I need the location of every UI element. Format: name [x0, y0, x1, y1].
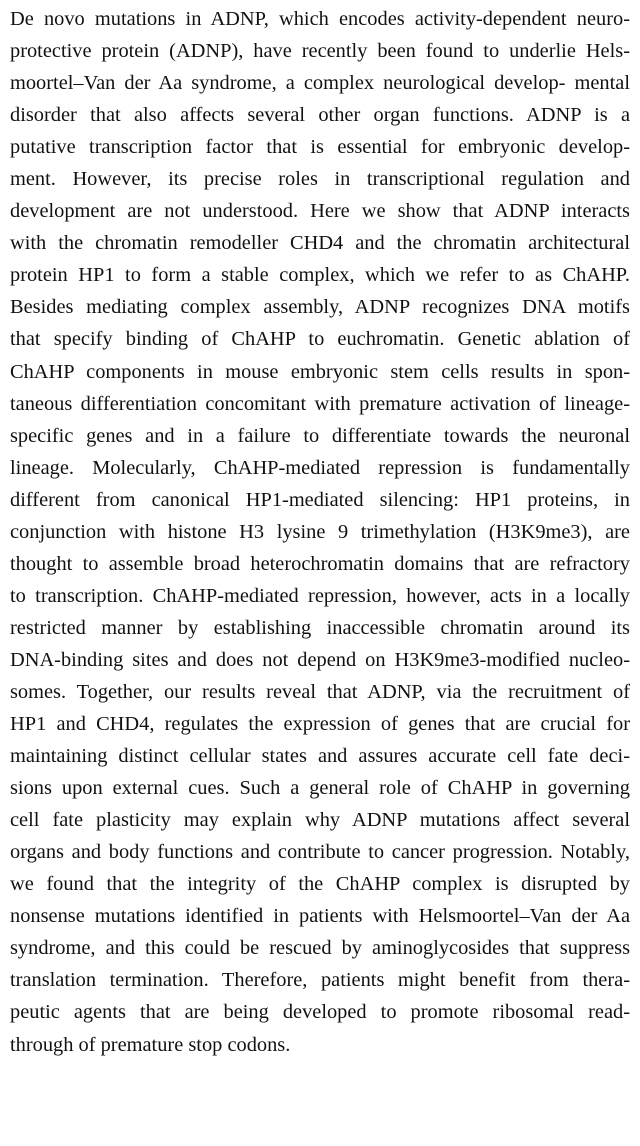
text-line: we found that the integrity of the ChAHP complex is disrupted by [10, 873, 630, 896]
text-line: translation termination. Therefore, patients might benefit from thera- [10, 969, 630, 992]
text-line: conjunction with histone H3 lysine 9 trimethylation (H3K9me3), are [10, 520, 630, 543]
text-line: Besides mediating complex assembly, ADNP recognizes DNA motifs [10, 296, 630, 319]
text-line: ment. However, its precise roles in transcriptional regulation and [10, 168, 630, 191]
text-line: cell fate plasticity may explain why ADNP mutations affect several [10, 809, 630, 832]
text-line: sions upon external cues. Such a general role of ChAHP in governing [10, 777, 630, 800]
text-line: ChAHP components in mouse embryonic stem cells results in spon- [10, 360, 630, 383]
text-line: thought to assemble broad heterochromatin domains that are refractory [10, 552, 630, 575]
text-line: taneous differentiation concomitant with premature activation of lineage- [10, 392, 630, 415]
text-line: specific genes and in a failure to differentiate towards the neuronal [10, 424, 630, 447]
text-line: development are not understood. Here we show that ADNP interacts [10, 200, 630, 223]
text-line: somes. Together, our results reveal that ADNP, via the recruitment of [10, 680, 630, 703]
text-line: to transcription. ChAHP-mediated repression, however, acts in a locally [10, 584, 630, 607]
text-line: lineage. Molecularly, ChAHP-mediated repression is fundamentally [10, 456, 630, 479]
text-line: moortel–Van der Aa syndrome, a complex neurological develop- mental [10, 72, 630, 95]
text-line: protein HP1 to form a stable complex, which we refer to as ChAHP. [10, 264, 630, 287]
text-line: disorder that also affects several other organ functions. ADNP is a [10, 104, 630, 127]
text-line: HP1 and CHD4, regulates the expression of genes that are crucial for [10, 713, 630, 736]
text-line: restricted manner by establishing inaccessible chromatin around its [10, 616, 630, 639]
text-line: syndrome, and this could be rescued by aminoglycosides that suppress [10, 937, 630, 960]
abstract-paragraph [10, 3, 630, 1061]
text-line: that specify binding of ChAHP to euchromatin. Genetic ablation of [10, 328, 630, 351]
text-line: putative transcription factor that is essential for embryonic develop- [10, 136, 630, 159]
text-line: different from canonical HP1-mediated silencing: HP1 proteins, in [10, 488, 630, 511]
text-line: nonsense mutations identified in patients with Helsmoortel–Van der Aa [10, 905, 630, 928]
text-line: maintaining distinct cellular states and assures accurate cell fate deci- [10, 745, 630, 768]
text-line: with the chromatin remodeller CHD4 and the chromatin architectural [10, 232, 630, 255]
text-line: peutic agents that are being developed to promote ribosomal read- [10, 1001, 630, 1024]
text-line: De novo mutations in ADNP, which encodes activity-dependent neuro- [10, 8, 630, 30]
text-line: protective protein (ADNP), have recently been found to underlie Hels- [10, 40, 630, 63]
text-line-last: through of premature stop codons. [10, 1033, 291, 1056]
text-line: DNA-binding sites and does not depend on H3K9me3-modified nucleo- [10, 648, 630, 671]
text-line: organs and body functions and contribute to cancer progression. Notably, [10, 841, 630, 864]
